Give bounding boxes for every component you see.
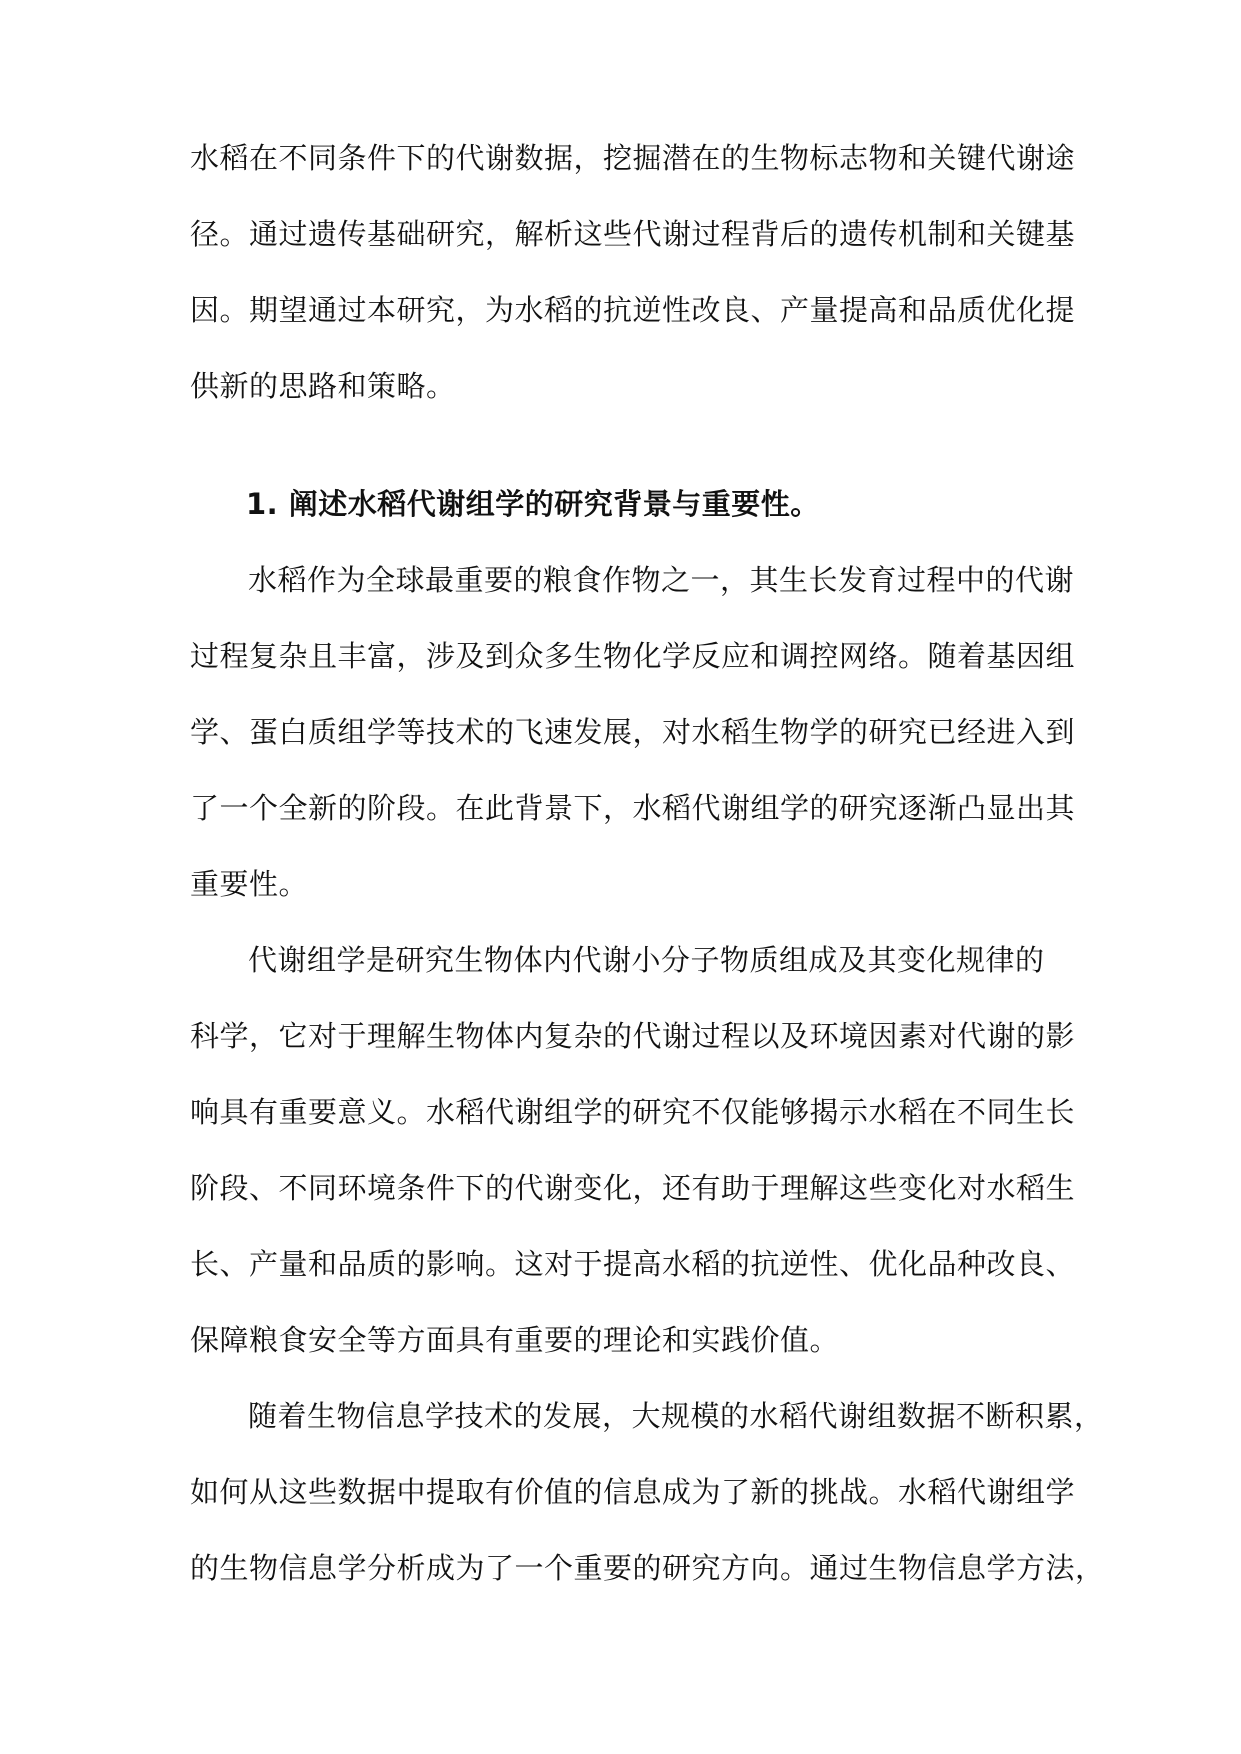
paragraph-1-line: 了一个全新的阶段。在此背景下，水稻代谢组学的研究逐渐凸显出其 bbox=[190, 791, 1076, 825]
paragraph-2-line: 长、产量和品质的影响。这对于提高水稻的抗逆性、优化品种改良、 bbox=[190, 1247, 1076, 1281]
paragraph-1-line: 学、蛋白质组学等技术的飞速发展，对水稻生物学的研究已经进入到 bbox=[190, 715, 1076, 749]
paragraph-2-line: 响具有重要意义。水稻代谢组学的研究不仅能够揭示水稻在不同生长 bbox=[190, 1095, 1076, 1129]
paragraph-2-line: 科学，它对于理解生物体内复杂的代谢过程以及环境因素对代谢的影 bbox=[190, 1019, 1076, 1053]
paragraph-2-line: 代谢组学是研究生物体内代谢小分子物质组成及其变化规律的 bbox=[248, 943, 1045, 977]
paragraph-3-line: 随着生物信息学技术的发展，大规模的水稻代谢组数据不断积累， bbox=[248, 1399, 1104, 1433]
intro-paragraph-line: 因。期望通过本研究，为水稻的抗逆性改良、产量提高和品质优化提 bbox=[190, 293, 1076, 327]
paragraph-1-line: 重要性。 bbox=[190, 867, 309, 901]
paragraph-2-line: 阶段、不同环境条件下的代谢变化，还有助于理解这些变化对水稻生 bbox=[190, 1171, 1076, 1205]
section-heading: 1. 阐述水稻代谢组学的研究背景与重要性。 bbox=[246, 487, 820, 521]
paragraph-1-line: 水稻作为全球最重要的粮食作物之一，其生长发育过程中的代谢 bbox=[248, 563, 1075, 597]
intro-paragraph-line: 供新的思路和策略。 bbox=[190, 369, 456, 403]
paragraph-3-line: 的生物信息学分析成为了一个重要的研究方向。通过生物信息学方法， bbox=[190, 1551, 1105, 1585]
paragraph-3-line: 如何从这些数据中提取有价值的信息成为了新的挑战。水稻代谢组学 bbox=[190, 1475, 1076, 1509]
intro-paragraph-line: 径。通过遗传基础研究，解析这些代谢过程背后的遗传机制和关键基 bbox=[190, 217, 1076, 251]
intro-paragraph-line: 水稻在不同条件下的代谢数据，挖掘潜在的生物标志物和关键代谢途 bbox=[190, 141, 1076, 175]
paragraph-2-line: 保障粮食安全等方面具有重要的理论和实践价值。 bbox=[190, 1323, 840, 1357]
paragraph-1-line: 过程复杂且丰富，涉及到众多生物化学反应和调控网络。随着基因组 bbox=[190, 639, 1076, 673]
